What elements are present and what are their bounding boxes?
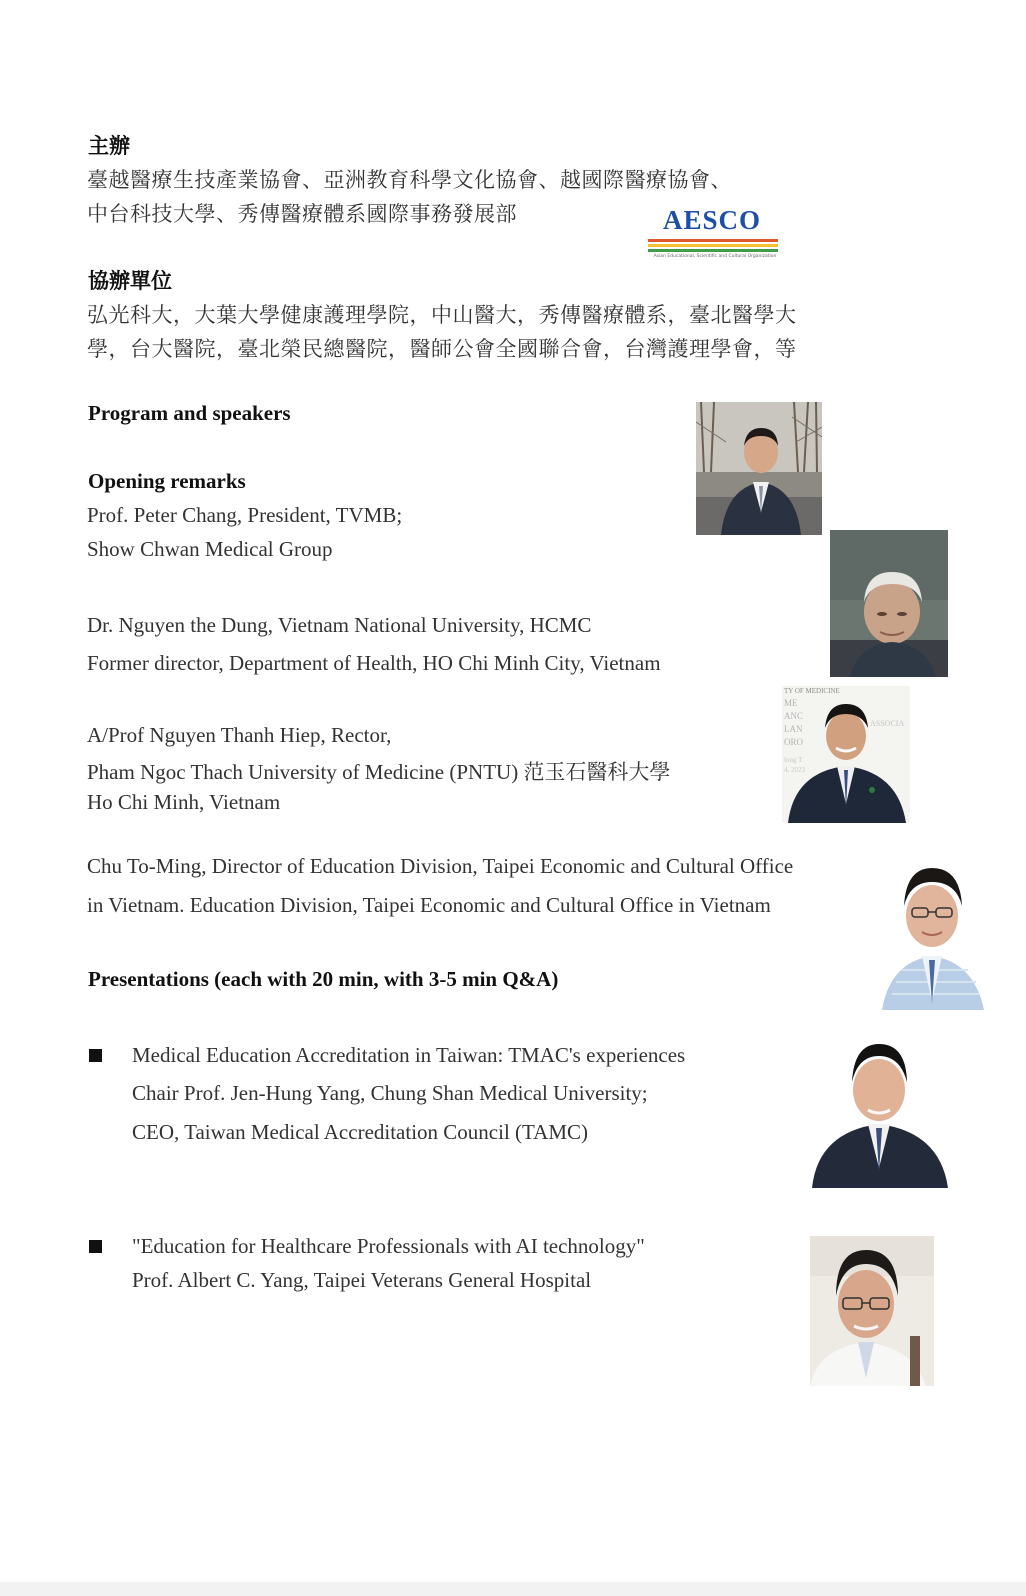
aesco-logo	[646, 205, 784, 263]
speaker-2-line-1: Dr. Nguyen the Dung, Vietnam National University, HCMC	[87, 613, 592, 637]
backdrop-text: LAN	[784, 724, 803, 734]
opening-remarks-heading: Opening remarks	[88, 469, 246, 493]
speaker-photo-nguyen-thanh-hiep	[782, 686, 910, 823]
speaker-3-line-1: A/Prof Nguyen Thanh Hiep, Rector,	[87, 723, 392, 747]
speaker-3-line-2: Pham Ngoc Thach University of Medicine (PNTU) 范玉石醫科大學	[87, 760, 671, 784]
speaker-2-line-2: Former director, Department of Health, HO Chi Minh City, Vietnam	[87, 651, 661, 675]
backdrop-text: ME	[784, 698, 798, 708]
speaker-photo-albert-yang	[810, 1236, 934, 1386]
logo-bar-yellow	[648, 244, 778, 247]
aesco-logo-tagline: Asian Educational, Scientific and Cultural Organization	[653, 254, 777, 259]
backdrop-text: long T	[784, 756, 803, 764]
backdrop-text: ASSOCIA	[870, 719, 905, 728]
speaker-4-line-2: in Vietnam. Education Division, Taipei Economic and Cultural Office in Vietnam	[87, 893, 771, 917]
presentation-1-line-1: Medical Education Accreditation in Taiwan: TMAC's experiences	[132, 1043, 686, 1067]
organizers-heading: 主辦	[88, 134, 130, 158]
speaker-photo-chu-to-ming	[876, 862, 984, 1010]
speaker-photo-jen-hung-yang	[812, 1040, 948, 1188]
backdrop-text: 4, 2023	[784, 766, 805, 774]
logo-bar-red	[648, 239, 778, 242]
presentation-1-line-3: CEO, Taiwan Medical Accreditation Council (TAMC)	[132, 1120, 589, 1144]
presentation-1-line-2: Chair Prof. Jen-Hung Yang, Chung Shan Medical University;	[132, 1081, 648, 1105]
logo-bar-green	[648, 249, 778, 252]
presentations-heading: Presentations (each with 20 min, with 3-5 min Q&A)	[88, 967, 559, 991]
speaker-1-line-2: Show Chwan Medical Group	[87, 537, 333, 561]
co-organizers-line-1: 弘光科大，大葉大學健康護理學院，中山醫大，秀傳醫療體系，臺北醫學大	[87, 303, 797, 327]
footer-strip	[0, 1582, 1026, 1596]
co-organizers-heading: 協辦單位	[88, 269, 172, 293]
aesco-logo-word: AESCO	[663, 205, 762, 235]
presentation-2-line-1: "Education for Healthcare Professionals with AI technology"	[132, 1234, 645, 1258]
backdrop-text: ORO	[784, 737, 804, 747]
co-organizers-line-2: 學，台大醫院，臺北榮民總醫院，醫師公會全國聯合會，台灣護理學會，等	[87, 337, 797, 361]
backdrop-text: ANC	[784, 711, 804, 721]
speaker-4-line-1: Chu To-Ming, Director of Education Division, Taipei Economic and Cultural Office	[87, 854, 794, 878]
speaker-1-line-1: Prof. Peter Chang, President, TVMB;	[87, 503, 403, 527]
speaker-3-line-3: Ho Chi Minh, Vietnam	[87, 790, 281, 814]
organizers-line-1: 臺越醫療生技產業協會、亞洲教育科學文化協會、越國際醫療協會、	[87, 168, 732, 192]
program-heading: Program and speakers	[88, 401, 291, 425]
bullet-icon	[89, 1240, 102, 1253]
presentation-2-line-2: Prof. Albert C. Yang, Taipei Veterans General Hospital	[132, 1268, 592, 1292]
speaker-photo-nguyen-the-dung	[830, 530, 948, 677]
backdrop-text: TY OF MEDICINE	[784, 687, 840, 695]
speaker-photo-peter-chang	[696, 402, 822, 535]
bullet-icon	[89, 1049, 102, 1062]
organizers-line-2: 中台科技大學、秀傳醫療體系國際事務發展部	[87, 202, 517, 226]
